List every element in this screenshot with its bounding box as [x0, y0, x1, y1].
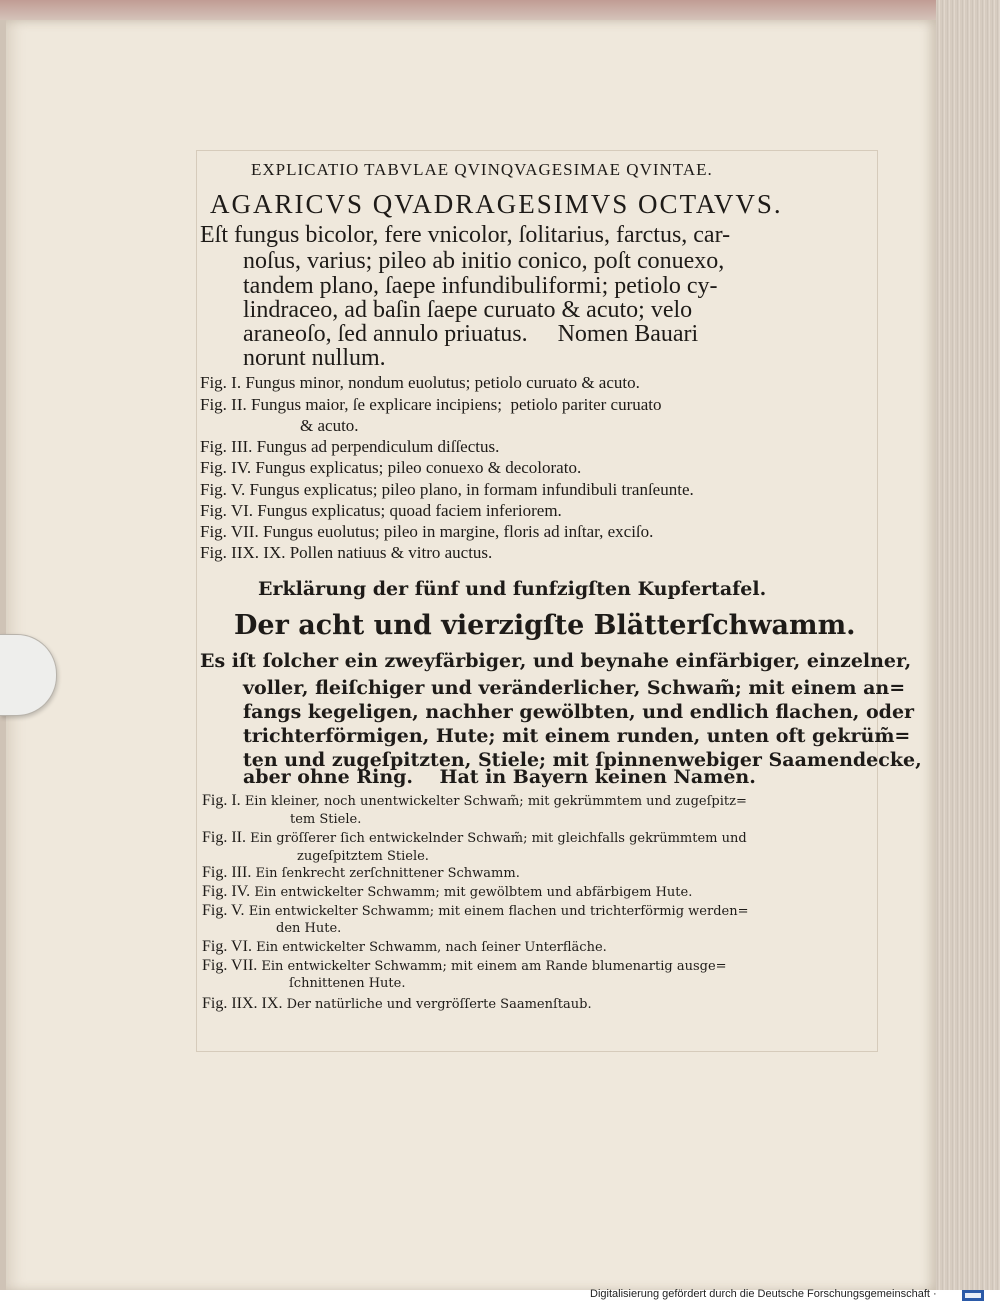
german-title: Der acht und vierzigſte Blätterſchwamm. [234, 610, 856, 641]
latin-figure-line: Fig. II. Fungus maior, ſe explicare incipiens; petiolo pariter curuato [200, 395, 662, 414]
german-desc-line: ten und zugeſpitzten, Stiele; mit ſpinnenwebiger Saamendecke, [243, 749, 922, 771]
german-figure-label: Fig. III. [202, 864, 252, 881]
german-figure-line [202, 864, 520, 882]
latin-header: EXPLICATIO TABVLAE QVINQVAGESIMAE QVINTAE. [251, 160, 713, 179]
german-figure-cont: den Hute. [276, 921, 342, 936]
german-figure-label: Fig. IIX. IX. [202, 995, 283, 1012]
latin-desc-line: araneoſo, ſed annulo priuatus. Nomen Bauari [243, 321, 699, 347]
german-figure-line [202, 829, 747, 847]
latin-figure-line: Fig. IV. Fungus explicatus; pileo conuexo & decolorato. [200, 458, 582, 477]
german-figure-text: Ein entwickelter Schwamm; mit einem am Rande blumenartig ausge= [261, 959, 727, 974]
latin-figure-line: Fig. IIX. IX. Pollen natiuus & vitro auctus. [200, 543, 493, 562]
latin-figure-line: Fig. VI. Fungus explicatus; quoad faciem inferiorem. [200, 501, 562, 520]
latin-figure-line: Fig. V. Fungus explicatus; pileo plano, in formam infundibuli tranſeunte. [200, 480, 694, 499]
german-figure-line [202, 792, 747, 810]
german-figure-cont: ſchnittenen Hute. [289, 976, 406, 991]
german-desc-line: fangs kegeligen, nachher gewölbten, und endlich flachen, oder [243, 701, 915, 723]
german-figure-text: Ein gröſſerer ſich entwickelnder Schwam̃; mit gleichfalls gekrümmtem und [250, 831, 747, 846]
book-page-edges [936, 0, 1000, 1290]
german-header: Erklärung der fünf und funfzigſten Kupfertafel. [258, 578, 767, 600]
german-desc-line: trichterförmigen, Hute; mit einem runden, unten oft gekrüm̃= [243, 725, 911, 747]
german-figure-cont: zugeſpitztem Stiele. [297, 849, 429, 864]
latin-desc-line: Eſt fungus bicolor, fere vnicolor, ſolitarius, farctus, car- [200, 222, 731, 248]
book-top-edge [0, 0, 1000, 22]
latin-figure-line: & acuto. [300, 416, 359, 435]
german-figure-label: Fig. V. [202, 902, 245, 919]
german-figure-line [202, 883, 692, 901]
latin-desc-line: noſus, varius; pileo ab initio conico, poſt conuexo, [243, 248, 725, 274]
latin-desc-line: tandem plano, ſaepe infundibuliformi; petiolo cy- [243, 273, 718, 299]
german-figure-text: Ein entwickelter Schwamm; mit einem flachen und trichterförmig werden= [248, 904, 749, 919]
german-figure-text: Der natürliche und vergröſſerte Saamenſtaub. [286, 997, 592, 1012]
german-figure-line [202, 957, 727, 975]
german-desc-line: voller, fleiſchiger und veränderlicher, Schwam̃; mit einem an= [243, 677, 906, 699]
german-figure-text: Ein entwickelter Schwamm, nach ſeiner Unterfläche. [256, 940, 607, 955]
german-figure-cont: tem Stiele. [290, 812, 362, 827]
latin-desc-line: norunt nullum. [243, 345, 386, 371]
german-figure-text: Ein entwickelter Schwamm; mit gewölbtem und abfärbigem Hute. [254, 885, 693, 900]
german-desc-line: aber ohne Ring. Hat in Bayern keinen Namen. [243, 766, 756, 788]
german-figure-line [202, 938, 607, 956]
german-figure-label: Fig. I. [202, 792, 241, 809]
dfg-logo [962, 1290, 984, 1301]
german-figure-line [202, 995, 592, 1013]
latin-figure-line: Fig. I. Fungus minor, nondum euolutus; petiolo curuato & acuto. [200, 373, 640, 392]
german-figure-line [202, 902, 748, 920]
latin-title: AGARICVS QVADRAGESIMVS OCTAVVS. [210, 189, 783, 219]
latin-figure-line: Fig. VII. Fungus euolutus; pileo in margine, floris ad inſtar, exciſo. [200, 522, 654, 541]
funding-notice: Digitalisierung gefördert durch die Deutsche Forschungsgemeinschaft · [590, 1288, 937, 1300]
german-figure-label: Fig. II. [202, 829, 246, 846]
latin-desc-line: lindraceo, ad baſin ſaepe curuato & acuto; velo [243, 297, 693, 323]
german-figure-label: Fig. VII. [202, 957, 258, 974]
german-figure-label: Fig. VI. [202, 938, 252, 955]
german-desc-line: Es iſt ſolcher ein zweyfärbiger, und beynahe einfärbiger, einzelner, [200, 650, 912, 672]
latin-figure-line: Fig. III. Fungus ad perpendiculum diſſectus. [200, 437, 500, 456]
german-figure-text: Ein kleiner, noch unentwickelter Schwam̃; mit gekrümmtem und zugeſpitz= [244, 794, 747, 809]
german-figure-label: Fig. IV. [202, 883, 251, 900]
german-figure-text: Ein ſenkrecht zerſchnittener Schwamm. [255, 866, 520, 881]
